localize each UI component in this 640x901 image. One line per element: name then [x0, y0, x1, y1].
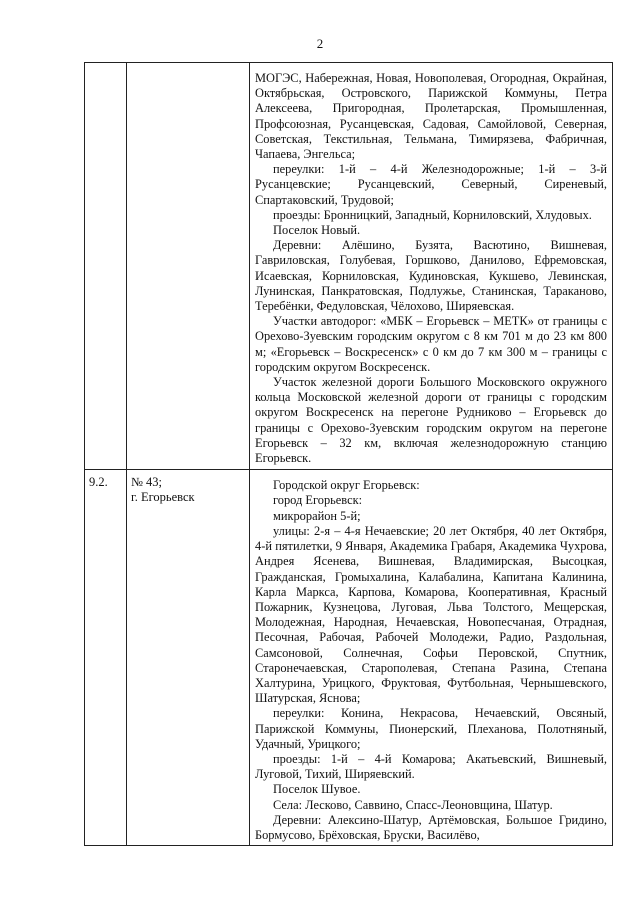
row-number-cell [85, 470, 127, 846]
city-paragraph: город Егорьевск: [273, 493, 363, 508]
lanes-paragraph: переулки: Конина, Некрасова, Нечаевский, Овсяный, Парижской Коммуны, Пионерский, Плеханова, Полотняный, Удачный, Урицкого; [255, 706, 607, 751]
row-number [85, 63, 126, 68]
description-cell [250, 470, 613, 846]
district-name [127, 470, 249, 505]
streets-paragraph: МОГЭС, Набережная, Новая, Новополевая, Огородная, Окрайная, Октябрьская, Островского, Парижской Коммуны, Петра Алексеева, Пригородная, Пролетарская, Промышленная, Профсоюзная, Русанцевская, Садовая, Самойловой, Северная, Советская, Текстильная, Тельмана, Тимирязева, Фабричная, Чапаева, Энгельса; [255, 71, 607, 162]
district-city: г. Егорьевск [131, 490, 195, 505]
microdistrict-paragraph: микрорайон 5-й; [273, 508, 361, 523]
districts-table [84, 62, 613, 846]
description-cell [250, 63, 613, 470]
villages-paragraph: Деревни: Алёшино, Бузята, Васютино, Вишневая, Гавриловская, Голубевая, Горшково, Данилово, Ефремовская, Исаевская, Корниловская, Кудиновская, Кукшево, Левинская, Лунинская, Панкратовская, Подлужье, Станинская, Тараканово, Теребёнки, Федуловская, Чёлохово, Ширяевская. [255, 238, 607, 314]
settlement-paragraph: Поселок Шувое. [273, 782, 361, 797]
passages-paragraph: проезды: 1-й – 4-й Комарова; Акатьевский, Вишневый, Луговой, Тихий, Ширяевский. [255, 751, 607, 782]
row-number: 9.2. [89, 475, 108, 490]
selo-paragraph: Села: Лесково, Саввино, Спасс-Леоновщина, Шатур. [273, 797, 553, 812]
passages-paragraph: проезды: Бронницкий, Западный, Корниловский, Хлудовых. [273, 207, 592, 222]
table-row [85, 470, 613, 846]
lanes-paragraph: переулки: 1-й – 4-й Железнодорожные; 1-й – 3-й Русанцевские; Русанцевский, Северный, Сиреневый, Спартаковский, Трудовой; [255, 162, 607, 207]
railway-paragraph: Участок железной дороги Большого Московского окружного кольца Московской железной дороги от границы с городским округом Воскресенск на перегоне Рудниково – Егорьевск до границы с Орехово-Зуевским городским округом на перегоне Егорьевск – 32 км, включая железнодорожную станцию Егорьевск. [255, 375, 607, 466]
row-number-cell [85, 63, 127, 470]
settlement-paragraph: Поселок Новый. [273, 223, 361, 238]
district-cell [127, 63, 250, 470]
page-number: 2 [316, 36, 324, 51]
district-number: № 43; [131, 475, 163, 490]
okrug-paragraph: Городской округ Егорьевск: [273, 478, 420, 493]
district-cell [127, 470, 250, 846]
roads-paragraph: Участки автодорог: «МБК – Егорьевск – МЕТК» от границы с Орехово-Зуевским городским округом с 8 км 701 м до 23 км 800 м; «Егорьевск – Воскресенск» с 0 км до 7 км 300 м – границы с городским округом Воскресенск. [255, 314, 607, 374]
description-text [250, 63, 612, 469]
streets-paragraph: улицы: 2-я – 4-я Нечаевские; 20 лет Октября, 40 лет Октября, 4-й пятилетки, 9 Января, Академика Грабаря, Академика Чухрова, Андрея Ясенева, Вишневая, Владимирская, Высоцкая, Гражданская, Громыхалина, Калабалина, Капитана Калинина, Карла Маркса, Карпова, Комарова, Кооперативная, Красный Пожарник, Кузнецова, Луговая, Льва Толстого, Мещерская, Молодежная, Народная, Нечаевская, Новопесчаная, Отрадная, Песочная, Рабочая, Рабочей Молодежи, Радио, Раздольная, Самсоновой, Солнечная, Софьи Перовской, Спутник, Старонечаевская, Старополевая, Степана Разина, Степана Халтурина, Урицкого, Фруктовая, Футбольная, Чернышевского, Шатурская, Яснова; [255, 523, 607, 706]
villages-paragraph: Деревни: Алексино-Шатур, Артёмовская, Большое Гридино, Бормусово, Брёховская, Бруски, Василёво, [255, 812, 607, 842]
table-row [85, 63, 613, 470]
description-text [250, 470, 612, 845]
